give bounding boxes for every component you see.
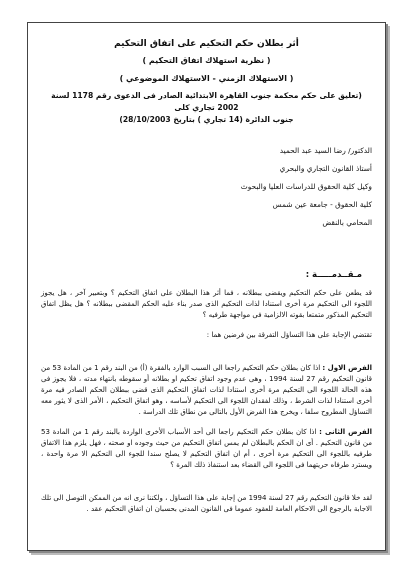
paragraph-answer-intro: تقتضي الإجابة على هذا التساؤل التفرقة بين فرضين هما : (206, 331, 372, 339)
document-title: أثر بطلان حكم التحكيم على اتفاق التحكيم (114, 39, 299, 49)
author-affiliation: كلية الحقوق - جامعة عين شمس (272, 200, 372, 209)
paragraph-question: قد يطعن على حكم التحكيم ويقضى ببطلانه ، فما أثر هذا البطلان على اتفاق التحكيم ؟ وبتعبير آخر ، هل يجوز اللجوء الى التحكيم مرة أخرى استنادا لذات التحكيم الذى صدر بناء عليه الحكم المقضى ببطلانه ؟ هل يظل اتفاق التحكيم المذكور متمتعا بقوته الالزامية فى مواجهة طرفيه ؟ (41, 289, 372, 319)
paragraph-conclusion: لقد خلا قانون التحكيم رقم 27 لسنة 1994 من إجابة على هذا التساؤل ، ولكننا نرى انه من الممكن التوصل الى تلك الاجابة بالرجوع الى الاحكام العامة للعقود عموما فى القانون المدنى بحسبان ان اتفاق التحكيم عقد . (41, 494, 372, 513)
author-name: الدكتور/ رضا السيد عبد الحميد (279, 146, 372, 155)
author-title: أستاذ القانون التجاري والبحري (279, 164, 372, 173)
assumption-2-label: الفرض الثانى : (319, 428, 372, 436)
assumption-1-label: الفرض الاول : (322, 364, 373, 372)
assumption-2-text: اذا كان بطلان حكم التحكيم راجعا الى أحد الأسباب الأخرى الواردة بالبند رقم 1 من المادة 53 من قانون التحكيم . أى ان الحكم بالبطلان لم يمس اتفاق التحكيم من حيث وجوده او صحته ، فهل يلزم هذا الاتفاق طرفيه باللجوء الى التحكيم مرة أخرى ، أم ان اتفاق التحكيم لا يصلح سندا للجوء الى التحكيم الا مرة واحدة ، ويسترد طرفاه حريتهما فى اللجوء الى القضاء بعد استنفاذ ذلك المرة ؟ (41, 428, 372, 469)
document-subtitle-2: ( الاستهلاك الزمني - الاستهلاك الموضوعي ) (119, 74, 294, 83)
commentary-line-1: (تعليق على حكم محكمة جنوب القاهرة الابتدائية الصادر فى الدعوى رقم 1178 لسنة 2002 تجاري كلى (51, 91, 362, 112)
author-profession: المحامي بالنقض (322, 218, 372, 227)
paragraph-assumption-2 (41, 427, 372, 471)
document-subtitle: ( نظرية استهلاك اتفاق التحكيم ) (142, 56, 271, 65)
assumption-1-text: اذا كان بطلان حكم التحكيم راجعا الى السبب الوارد بالفقرة (أ) من البند رقم 1 من المادة 53 من قانون التحكيم رقم 27 لسنة 1994 ، وهى عدم وجود اتفاق تحكيم او بطلانه أو سقوطه بانتهاء مدته ، فلا يجوز فى هذه الحالة اللجوء الى التحكيم مرة أخرى استنادا لذات اتفاق التحكيم الذى قضى ببطلان الحكم الصادر فيه مرة أخرى استنادا لذات الشرط ، وذلك لفقدان اللجوء الى التحكيم لأساسه ، وهو اتفاق التحكيم ، الأمر الذى لا يثور معه التساؤل المطروح سلفا ، ويخرج هذا الفرض الأول بالتالى من نطاق تلك الدراسة . (41, 364, 372, 416)
paragraph-assumption-1 (41, 363, 372, 418)
author-block (41, 142, 372, 232)
commentary-line-2: جنوب الدائرة (14 تجاري ) بتاريخ 28/10/2003) (119, 115, 294, 124)
intro-heading: مـقــدمـــــة : (305, 270, 362, 280)
document-content (41, 37, 372, 515)
document-page (27, 22, 386, 551)
author-position: وكيل كلية الحقوق للدراسات العليا والبحوث (240, 182, 372, 191)
